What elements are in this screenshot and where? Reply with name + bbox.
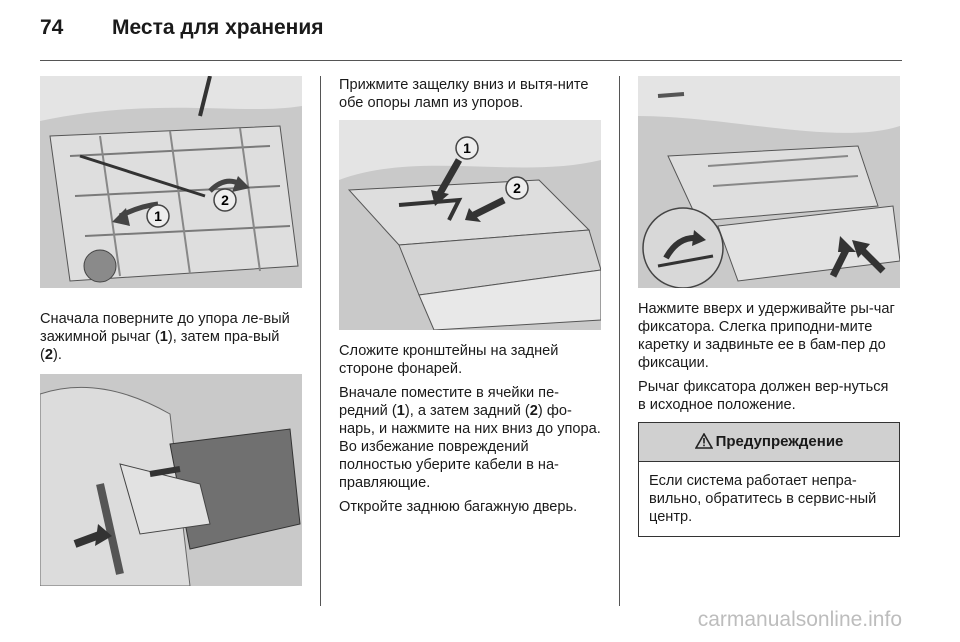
figure-lever-release-drawing	[40, 76, 302, 288]
paragraph-pull-supports: Прижмите защелку вниз и вытя-ните обе опоры ламп из упоров.	[339, 77, 589, 111]
figure-lamp-bracket	[40, 374, 302, 586]
warning-title: Предупреждение	[715, 433, 844, 450]
watermark: carmanualsonline.info	[697, 608, 902, 631]
paragraph-press-lever: Нажмите вверх и удерживайте ры-чаг фиксатора. Слегка приподни-мите каретку и задвиньте ее в бам-пер до фиксации.	[638, 301, 895, 371]
warning-triangle-icon	[695, 426, 713, 464]
page-header	[40, 16, 324, 40]
figure-lamp-bracket-drawing	[40, 374, 302, 586]
figure-label-1: 1	[463, 140, 471, 156]
paragraph-open-tailgate: Откройте заднюю багажную дверь.	[339, 499, 578, 515]
paragraph-lever-return: Рычаг фиксатора должен вер-нуться в исходное положение.	[638, 379, 889, 413]
column-3	[638, 76, 900, 537]
figure-label-2: 2	[513, 180, 521, 196]
paragraph-place-lamps: Вначале поместите в ячейки пе-редний (1), а затем задний (2) фо-нарь, и нажмите на них вниз до упора. Во избежание повреждений полностью уберите кабели в на-правляющие.	[339, 385, 601, 491]
page-number: 74	[40, 16, 64, 39]
column-1	[40, 76, 302, 586]
paragraph-turn-levers: Сначала поверните до упора ле-вый зажимной рычаг (1), затем пра-вый (2).	[40, 311, 290, 363]
column-divider-2	[619, 76, 620, 606]
figure-lamp-supports-drawing	[339, 120, 601, 330]
header-rule	[40, 60, 902, 61]
figure-carriage-lock	[638, 76, 900, 288]
column-divider-1	[320, 76, 321, 606]
page-title: Места для хранения	[112, 16, 324, 39]
figure-lever-release	[40, 76, 302, 288]
figure-label-2: 2	[221, 192, 229, 208]
column-2	[339, 76, 601, 522]
figure-lamp-supports	[339, 120, 601, 330]
paragraph-fold-brackets: Сложите кронштейны на задней стороне фонарей.	[339, 343, 559, 377]
figure-label-1: 1	[154, 208, 162, 224]
figure-carriage-lock-drawing	[638, 76, 900, 288]
warning-body: Если система работает непра-вильно, обратитесь в сервис-ный центр.	[649, 473, 877, 525]
warning-header	[639, 423, 899, 462]
warning-box	[638, 422, 900, 537]
